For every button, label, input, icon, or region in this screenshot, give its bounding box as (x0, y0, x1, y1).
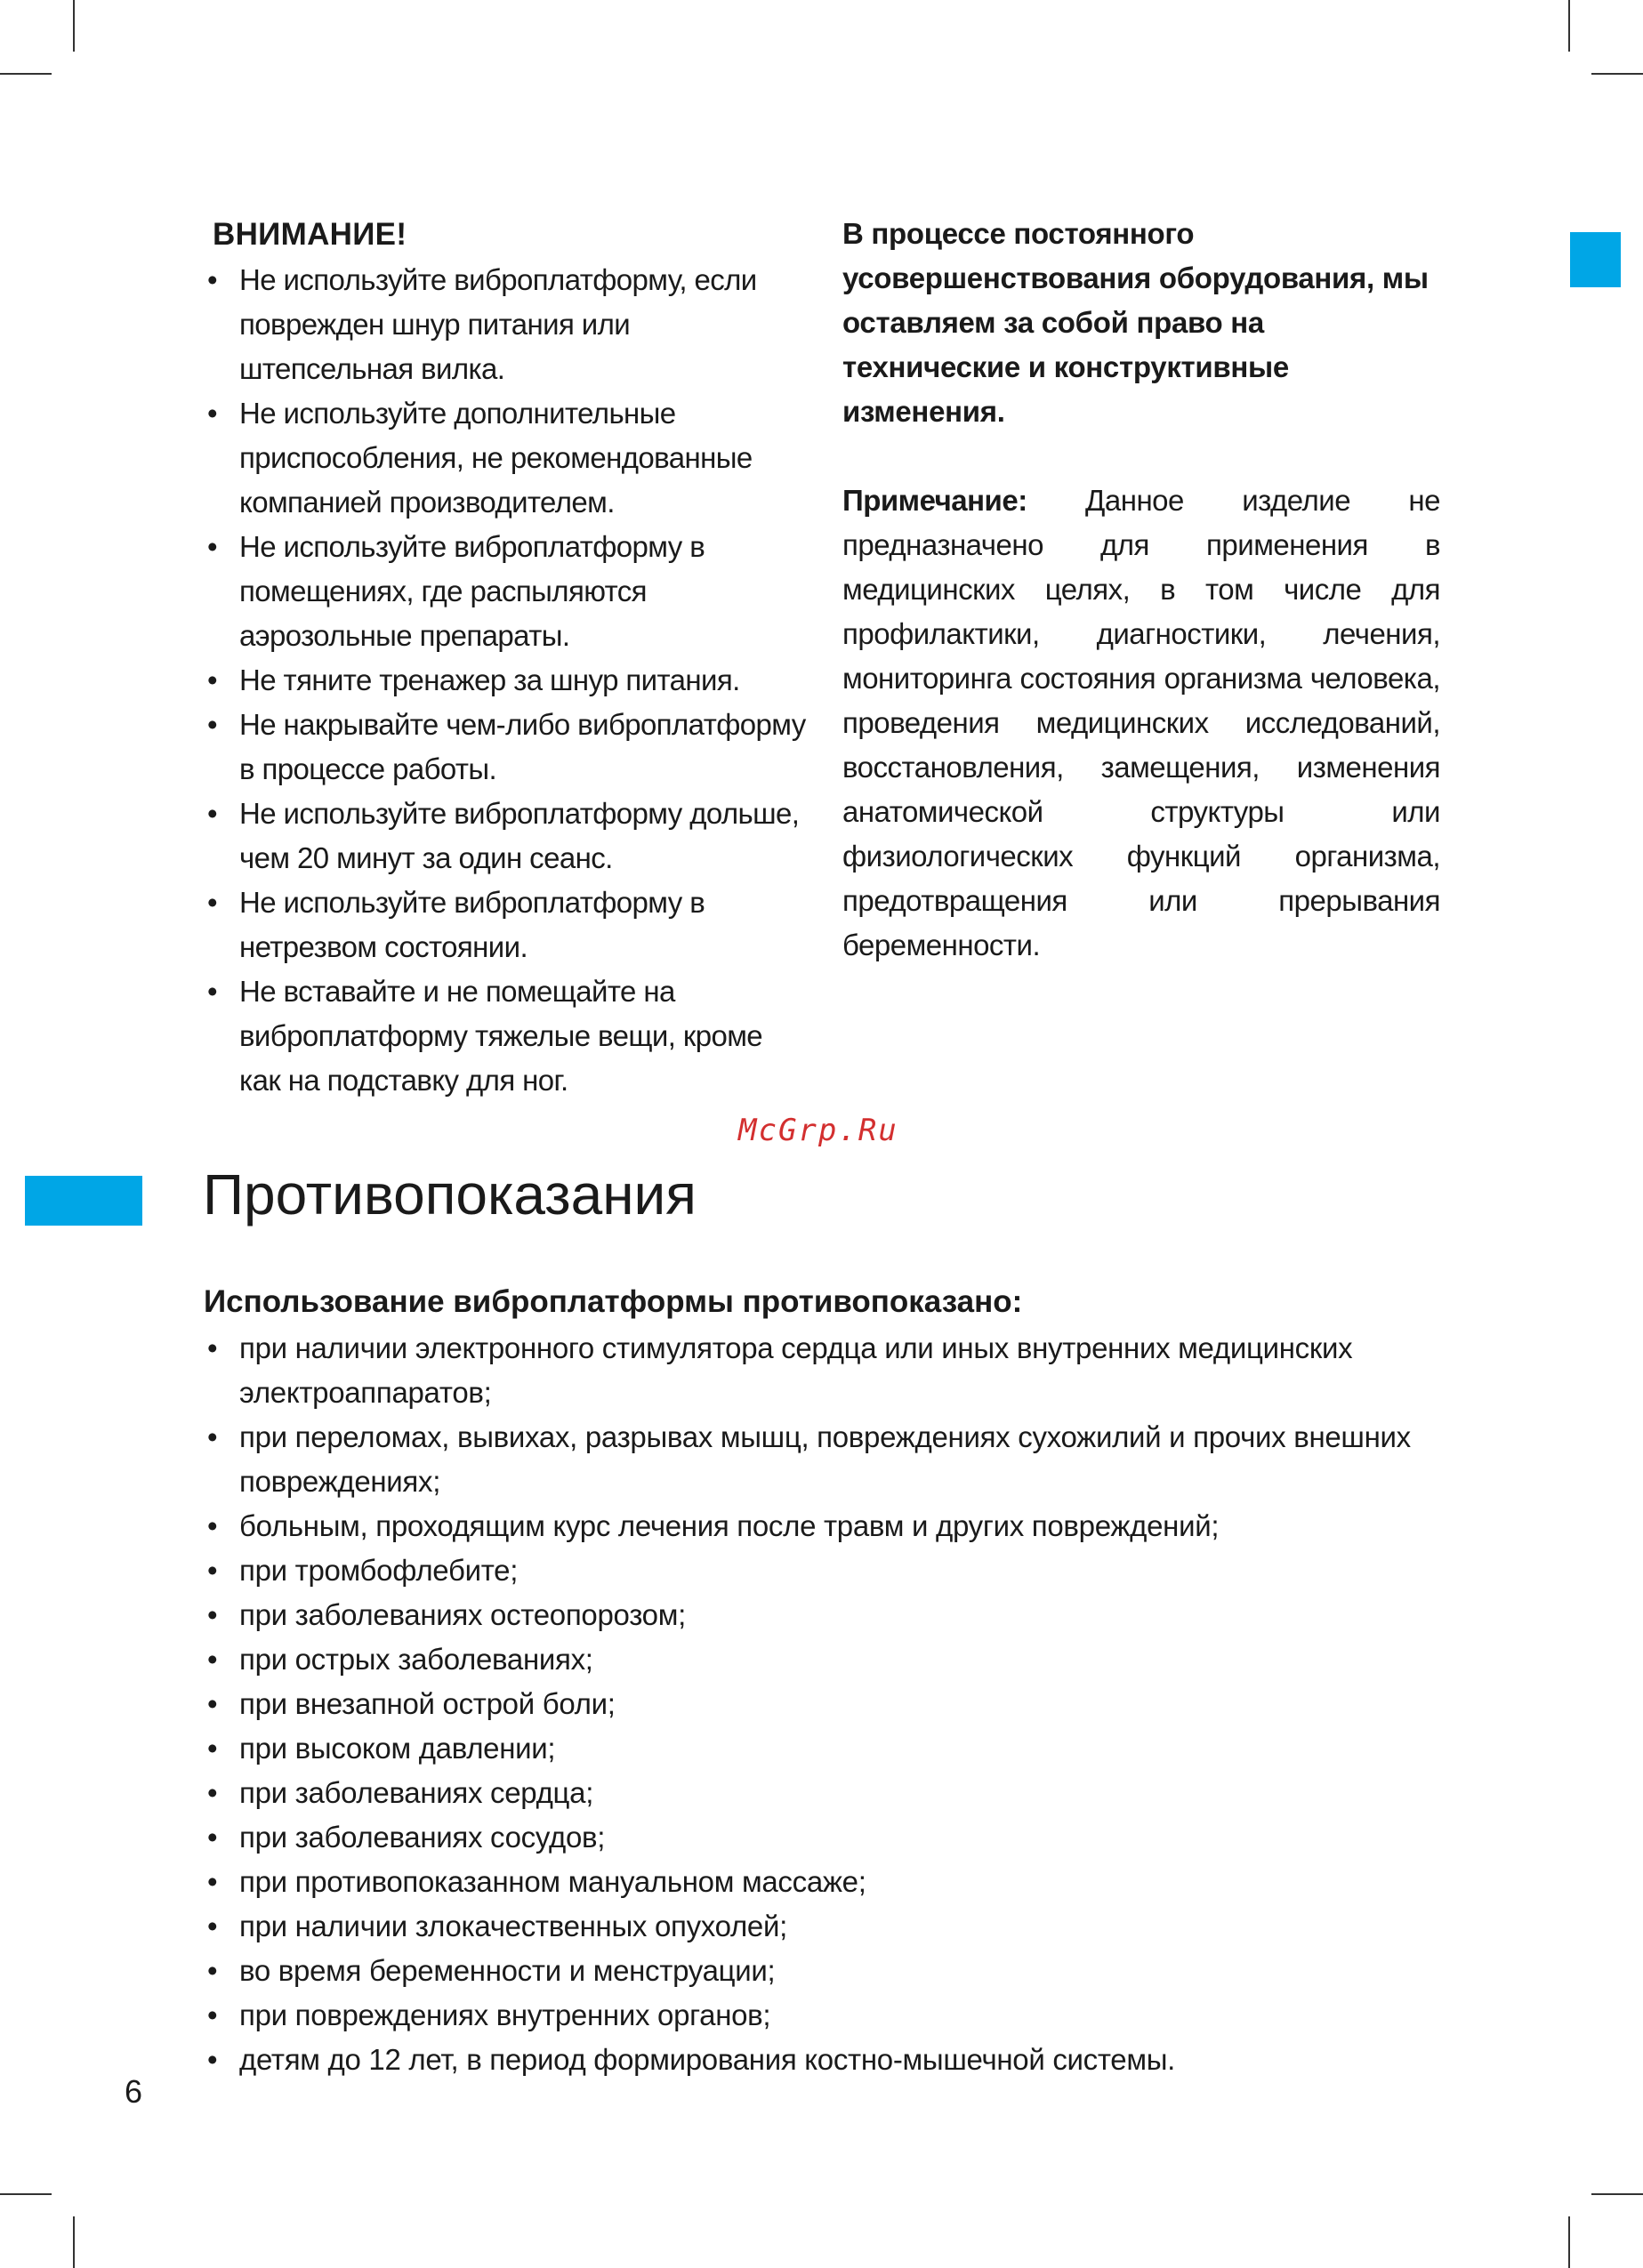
list-item: • детям до 12 лет, в период формирования костно-мышечной системы. (204, 2038, 1449, 2082)
list-item: • Не накрывайте чем-либо виброплатформу в процессе работы. (204, 703, 809, 792)
list-item: • при переломах, вывихах, разрывах мышц, повреждениях сухожилий и прочих внешних повреждениях; (204, 1415, 1449, 1504)
list-item: • при повреждениях внутренних органов; (204, 1993, 1449, 2038)
crop-mark (0, 73, 52, 75)
contraindications-block (204, 1278, 1449, 2082)
watermark: McGrp.Ru (738, 1113, 898, 1148)
list-item: • при внезапной острой боли; (204, 1682, 1449, 1726)
list-item: • при заболеваниях сосудов; (204, 1815, 1449, 1860)
list-item: • Не тяните тренажер за шнур питания. (204, 658, 809, 703)
note-paragraph (842, 479, 1440, 968)
list-item: • при тромбофлебите; (204, 1548, 1449, 1593)
side-tab-marker (1570, 232, 1621, 287)
crop-mark (1591, 73, 1643, 75)
crop-mark (1568, 0, 1570, 52)
note-label: Примечание: (842, 484, 1027, 517)
list-item: • при острых заболеваниях; (204, 1637, 1449, 1682)
notice-text: В процессе постоянного усовершенствования оборудования, мы оставляем за собой право на технические и конструктивные изменения. (842, 217, 1429, 428)
list-item: • Не используйте виброплатформу в помещениях, где распыляются аэрозольные препараты. (204, 525, 809, 658)
list-item: • Не вставайте и не помещайте на виброплатформу тяжелые вещи, кроме как на подставку для ног. (204, 969, 809, 1103)
contraindications-heading: Использование виброплатформы противопоказано: (204, 1284, 1023, 1319)
list-item: • при высоком давлении; (204, 1726, 1449, 1771)
list-item: • при противопоказанном мануальном массаже; (204, 1860, 1449, 1904)
list-item: • Не используйте виброплатформу в нетрезвом состоянии. (204, 881, 809, 969)
crop-mark (1591, 2193, 1643, 2195)
list-item: • больным, проходящим курс лечения после травм и других повреждений; (204, 1504, 1449, 1548)
crop-mark (1568, 2216, 1570, 2268)
notice-block (842, 212, 1440, 968)
crop-mark (73, 0, 75, 52)
section-title: Противопоказания (203, 1162, 697, 1226)
list-item: • Не используйте дополнительные приспособления, не рекомендованные компанией производителем. (204, 391, 809, 525)
crop-mark (73, 2216, 75, 2268)
contraindications-list (204, 1326, 1449, 2082)
warning-block (204, 212, 809, 1103)
list-item: • при наличии электронного стимулятора сердца или иных внутренних медицинских электроаппаратов; (204, 1326, 1449, 1415)
page-number: 6 (125, 2073, 143, 2110)
warning-list (204, 258, 809, 1103)
list-item: • при заболеваниях сердца; (204, 1771, 1449, 1815)
crop-mark (0, 2193, 52, 2195)
warning-heading: ВНИМАНИЕ! (213, 217, 407, 252)
note-text: Данное изделие не предназначено для применения в медицинских целях, в том числе для профилактики, диагностики, лечения, мониторинга состояния организма человека, проведения медицинских исследований, восстановления, замещения, изменения анатомической структуры или физиологических функций организма, предотвращения или прерывания беременности. (842, 484, 1440, 961)
section-accent-bar (25, 1176, 142, 1226)
list-item: • при заболеваниях остеопорозом; (204, 1593, 1449, 1637)
list-item: • во время беременности и менструации; (204, 1949, 1449, 1993)
list-item: • Не используйте виброплатформу дольше, чем 20 минут за один сеанс. (204, 792, 809, 881)
list-item: • Не используйте виброплатформу, если поврежден шнур питания или штепсельная вилка. (204, 258, 809, 391)
list-item: • при наличии злокачественных опухолей; (204, 1904, 1449, 1949)
